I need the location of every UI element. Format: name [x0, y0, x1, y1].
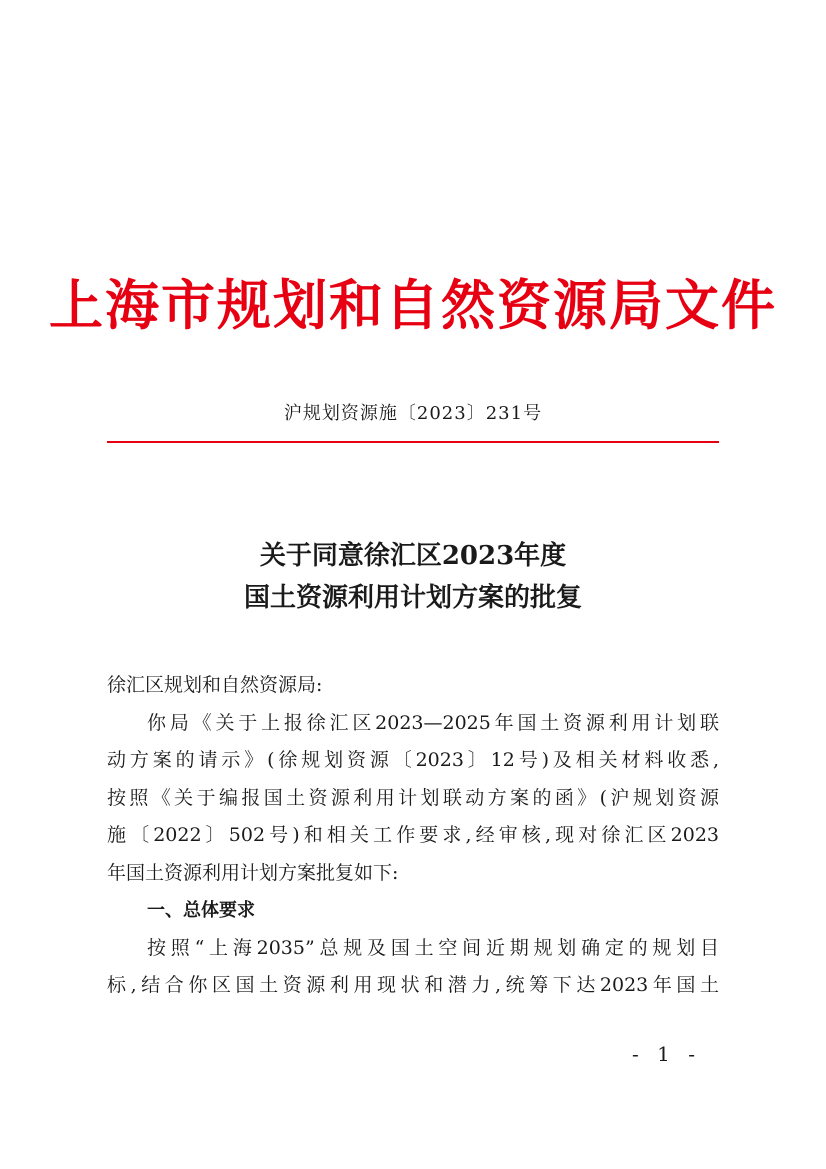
document-masthead: 上海市规划和自然资源局文件 — [49, 273, 777, 337]
paragraph-2-line: 按照“上海2035”总规及国土空间近期规划确定的规划目 — [147, 936, 719, 959]
paragraph-1-line: 动方案的请示》(徐规划资源〔2023〕12号)及相关材料收悉, — [107, 749, 719, 771]
document-title — [0, 535, 826, 619]
paragraph-1-line: 按照《关于编报国土资源利用计划联动方案的函》(沪规划资源 — [107, 786, 719, 809]
paragraph-1-line: 施〔2022〕502号)和相关工作要求,经审核,现对徐汇区2023 — [107, 824, 719, 846]
document-body — [107, 667, 719, 1005]
red-divider-line — [107, 441, 719, 443]
paragraph-1-line: 你局《关于上报徐汇区2023—2025年国土资源利用计划联 — [147, 711, 719, 734]
page-number: - 1 - — [632, 1042, 701, 1066]
title-line-1: 关于同意徐汇区2023年度 — [259, 541, 567, 571]
document-number: 沪规划资源施〔2023〕231号 — [283, 403, 543, 424]
paragraph-2-line: 标,结合你区国土资源利用现状和潜力,统筹下达2023年国土 — [107, 974, 719, 996]
section-heading: 一、总体要求 — [147, 900, 255, 921]
salutation: 徐汇区规划和自然资源局: — [107, 674, 323, 696]
paragraph-1-line: 年国土资源利用计划方案批复如下: — [107, 861, 399, 884]
title-line-2: 国土资源利用计划方案的批复 — [243, 583, 582, 613]
